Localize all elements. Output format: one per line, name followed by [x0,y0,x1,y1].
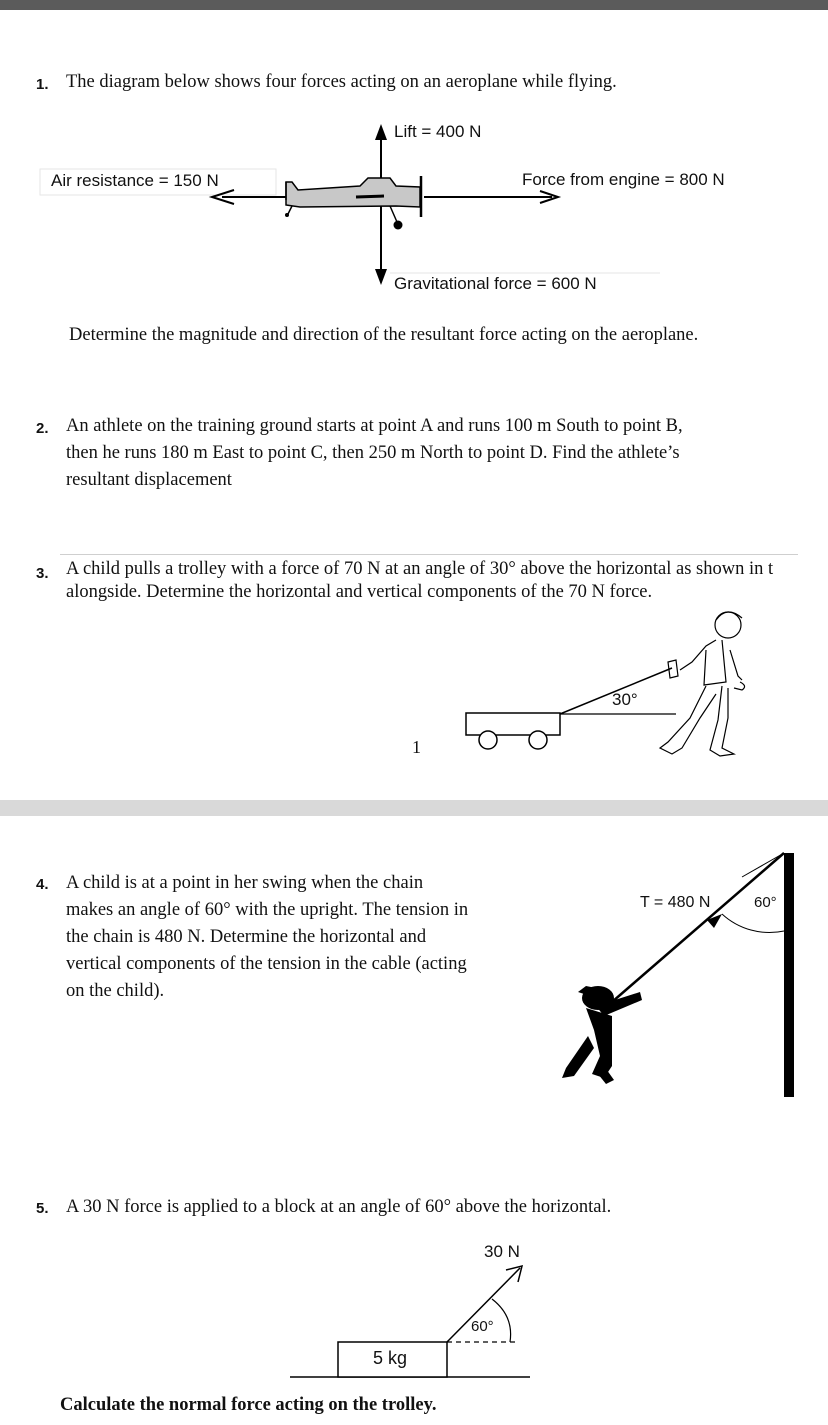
q4-line-1: A child is at a point in her swing when the chain [66,873,424,893]
air-resistance-label: Air resistance = 150 N [51,171,219,190]
q3-line-2: alongside. Determine the horizontal and vertical components of the 70 N force. [66,582,653,602]
aeroplane-icon [285,176,421,230]
block-diagram [0,816,828,1425]
trolley-icon [466,713,560,749]
lift-label: Lift = 400 N [394,122,482,141]
q2-number: 2. [36,420,49,437]
q5-text: A 30 N force is applied to a block at an angle of 60° above the horizontal. [66,1197,612,1217]
page-2 [0,816,828,1425]
q2-line-3: resultant displacement [66,470,232,490]
q1-text: The diagram below shows four forces acting on an aeroplane while flying. [66,72,617,92]
q4-angle-label: 60° [754,894,777,911]
page-number: 1 [412,737,421,757]
q5-number: 5. [36,1200,49,1217]
q4-line-4: vertical components of the tension in the cable (acting [66,954,467,974]
page-1 [0,10,828,800]
q3-number: 3. [36,565,49,582]
gravity-arrowhead [375,269,387,285]
page-gap [0,800,828,816]
q1-number: 1. [36,76,49,93]
q1-prompt: Determine the magnitude and direction of the resultant force acting on the aeroplane. [69,325,699,345]
gravity-label: Gravitational force = 600 N [394,274,597,293]
tension-label: T = 480 N [640,894,711,911]
divider [60,554,798,555]
q2-line-1: An athlete on the training ground starts at point A and runs 100 m South to point B, [66,416,683,436]
top-bar [0,0,828,10]
lift-arrowhead [375,124,387,140]
q5-force-label: 30 N [484,1242,520,1261]
q4-number: 4. [36,876,49,893]
child-pulling-icon [660,612,745,756]
q5-angle-label: 60° [471,1318,494,1335]
q2-line-2: then he runs 180 m East to point C, then 250 m North to point D. Find the athlete’s [66,443,680,463]
trolley-diagram [0,590,828,790]
q4-line-5: on the child). [66,981,165,1001]
q5-prompt: Calculate the normal force acting on the trolley. [60,1395,437,1415]
q4-line-3: the chain is 480 N. Determine the horizontal and [66,927,427,947]
block-mass-label: 5 kg [373,1348,408,1368]
aeroplane-diagram [0,10,828,310]
q3-angle-label: 30° [612,690,638,709]
engine-force-label: Force from engine = 800 N [522,170,725,189]
q3-line-1: A child pulls a trolley with a force of 70 N at an angle of 30° above the horizontal as shown in t [66,559,774,579]
q4-line-2: makes an angle of 60° with the upright. The tension in [66,900,469,920]
